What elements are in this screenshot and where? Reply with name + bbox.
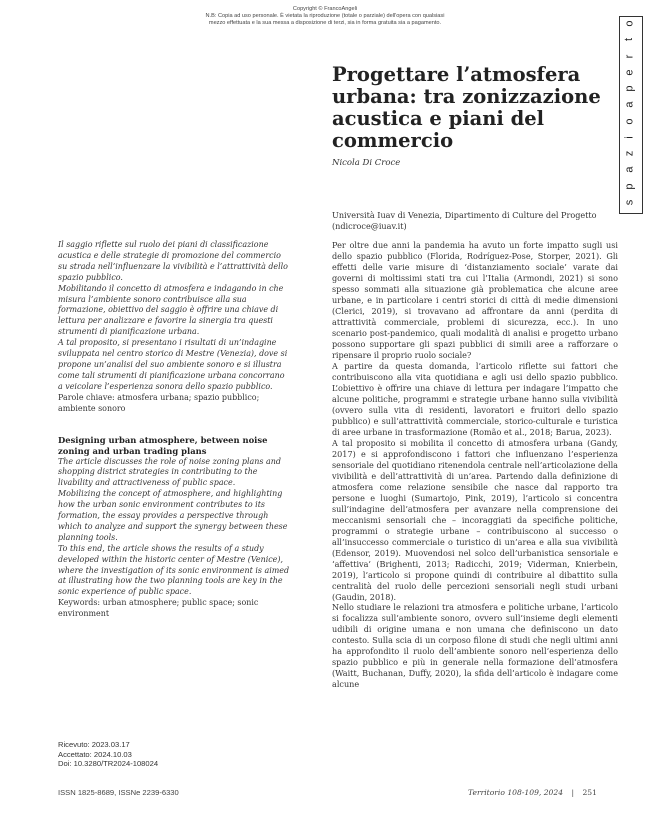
received-date: Ricevuto: 2023.03.17 (58, 740, 130, 749)
body-column (332, 240, 618, 690)
abstract-en-paragraph: The article discusses the role of noise zoning plans and shopping district strategies in contributing to the livability and attractiveness of public space. (58, 456, 281, 488)
english-title: Designing urban atmosphere, between noise zoning and urban trading plans (58, 434, 268, 456)
footer-separator: | (571, 788, 575, 797)
author-email: (ndicroce@iuav.it) (332, 220, 407, 231)
abstract-en-paragraph: Mobilizing the concept of atmosphere, and highlighting how the urban sonic environment contributes to its formation, the essay provides a perspective through which to analyze and support the synergy between these planning tools. (58, 489, 288, 542)
body-paragraph: A partire da questa domanda, l’articolo riflette sui fattori che contribuiscono alla vita quotidiana e agli usi dello spazio pubblico. L’obiettivo è offrire una chiave di lettura per indagare l’impatto che alcune politiche, programmi e strategie urbane hanno sulla vivibilità (ovvero sulla vita di residenti, lavoratori e fruitori dello spazio pubblico) e sull’attrattività commerciale, storico-culturale e turistica di aree urbane in trasformazione (Romão et al., 2018; Barua, 2023). (332, 360, 618, 437)
copyright-notice (180, 6, 470, 27)
page-number: 251 (582, 788, 597, 797)
keywords-it: Parole chiave: atmosfera urbana; spazio pubblico; ambiente sonoro (58, 392, 260, 413)
section-label-letter: p (623, 85, 636, 92)
abstract-column (58, 240, 291, 620)
article-title: Progettare l’atmosfera urbana: tra zonizzazione acustica e piani del commercio (332, 63, 601, 152)
copyright-line: N.B: Copia ad uso personale. È vietata la riproduzione (totale o parziale) dell'opera con qualsiasi (205, 13, 445, 19)
body-paragraph: Per oltre due anni la pandemia ha avuto un forte impatto sugli usi dello spazio pubblico (Florida, Rodríguez-Pose, Storper, 2021). Gli effetti delle varie misure di ‘distanziamento sociale’ varate dai governi di moltissimi stati tra cui l’Italia (Armondi, 2021) si sono spesso sommati alla situazione già problematica che alcune aree urbane, e in particolare i centri storici di città di medie dimensioni (Clerici, 2019), si trovavano ad affrontare da anni (perdita di attrattività commerciale, problemi di sicurezza, ecc.). In uno scenario post-pandemico, quali modalità di analisi e progetto urbano possono supportare gli spazi pubblici di simili aree a rafforzare o ripensare il proprio ruolo sociale? (332, 240, 618, 360)
issn-footer: ISSN 1825-8689, ISSNe 2239-6330 (58, 788, 179, 797)
copyright-line: Copyright © FrancoAngeli (292, 6, 358, 12)
accepted-date: Accettato: 2024.10.03 (58, 749, 132, 759)
body-paragraph: Nello studiare le relazioni tra atmosfera e politiche urbane, l’articolo si focalizza sull’ambiente sonoro, ovvero sull’insieme degli elementi udibili di origine umana e non umana che definiscono un dato contesto. Sulla scia di un corposo filone di studi che negli ultimi anni ha approfondito il ruolo dell’ambiente sonoro nell’esperienza dello spazio pubblico e più in generale nella formazione dell’atmosfera (Waitt, Buchanan, Duffy, 2020), la sfida dell’articolo è indagare come alcune (332, 602, 618, 690)
body-paragraph: A tal proposito si mobilita il concetto di atmosfera urbana (Gandy, 2017) e si approfondiscono i fattori che influenzano l’esperienza sensoriale del quotidiano ritenendola centrale nell’articolazione della vivibilità e dell’attrattività di un’area. Partendo dalla definizione di atmosfera come relazione sensibile che nasce dal rapporto tra persone e luoghi (Sumartojo, Pink, 2019), l’articolo si concentra sull’indagine dell’atmosfera per avanzare nella comprensione dei meccanismi sensoriali che – incoraggiati da specifiche politiche, programmi o strategie urbane – contribuiscono al successo o all’insuccesso commerciale o turistico di un’area e alla sua vivibilità (Edensor, 2019). Muovendosi nel solco dell’urbanistica sensoriale e ‘affettiva’ (Brighenti, 2013; Radicchi, 2019; Viderman, Knierbein, 2019), l’articolo si propone quindi di contribuire al dibattito sulla centralità del ruolo delle percezioni sensoriali negli studi urbani (Gaudin, 2018). (332, 437, 618, 602)
article-dates (58, 740, 158, 769)
section-label-letter: o (623, 20, 636, 27)
journal-issue: 108-109, 2024 (507, 788, 564, 797)
abstract-it-paragraph: Mobilitando il concetto di atmosfera e indagando in che misura l’ambiente sonoro contribuisce alla sua formazione, obiettivo del saggio è offrire una chiave di lettura per analizzare e favorire la sinergia tra questi strumenti di pianificazione urbana. (58, 283, 284, 337)
affiliation-institution: Università Iuav di Venezia, Dipartimento di Culture del Progetto (332, 210, 597, 220)
section-label-letter: s (623, 199, 636, 206)
section-label-letter: a (623, 101, 636, 108)
section-label-letter: e (623, 69, 636, 76)
journal-name: Territorio (468, 788, 505, 797)
keywords-en: Keywords: urban atmosphere; public space; sonic environment (58, 598, 259, 619)
section-label (623, 18, 637, 208)
section-label-letter: i (623, 136, 636, 139)
section-label-letter: r (623, 54, 636, 58)
section-label-letter: z (623, 150, 636, 157)
section-label-letter: t (623, 38, 636, 42)
abstract-en-paragraph: To this end, the article shows the results of a study developed within the historic center of Mestre (Venice), where the investigation of its sonic environment is aimed at illustrating how the two planning tools are key in the sonic experience of public space. (58, 543, 290, 597)
abstract-it-paragraph: A tal proposito, si presentano i risultati di un’indagine sviluppata nel centro storico di Mestre (Venezia), dove si propone un’analisi del suo ambiente sonoro e si illustra come tali strumenti di pianificazione urbana concorrano a veicolare l’esperienza sonora dello spazio pubblico. (58, 338, 288, 391)
author-affiliation (332, 210, 617, 231)
abstract-it-paragraph: Il saggio riflette sul ruolo dei piani di classificazione acustica e delle strategie di promozione del commercio su strada nell’influenzare la vivibilità e l’attrattività dello spazio pubblico. (58, 240, 288, 282)
copyright-line: mezzo effettuata e la sua messa a disposizione di terzi, sia in forma gratuita sia a pagamento. (208, 20, 442, 26)
author-name: Nicola Di Croce (332, 158, 401, 168)
section-label-letter: o (623, 118, 636, 125)
section-label-letter: a (623, 166, 636, 173)
doi-link[interactable]: Doi: 10.3280/TR2024-108024 (58, 759, 159, 769)
section-label-letter: p (623, 183, 636, 190)
journal-footer (468, 788, 597, 797)
